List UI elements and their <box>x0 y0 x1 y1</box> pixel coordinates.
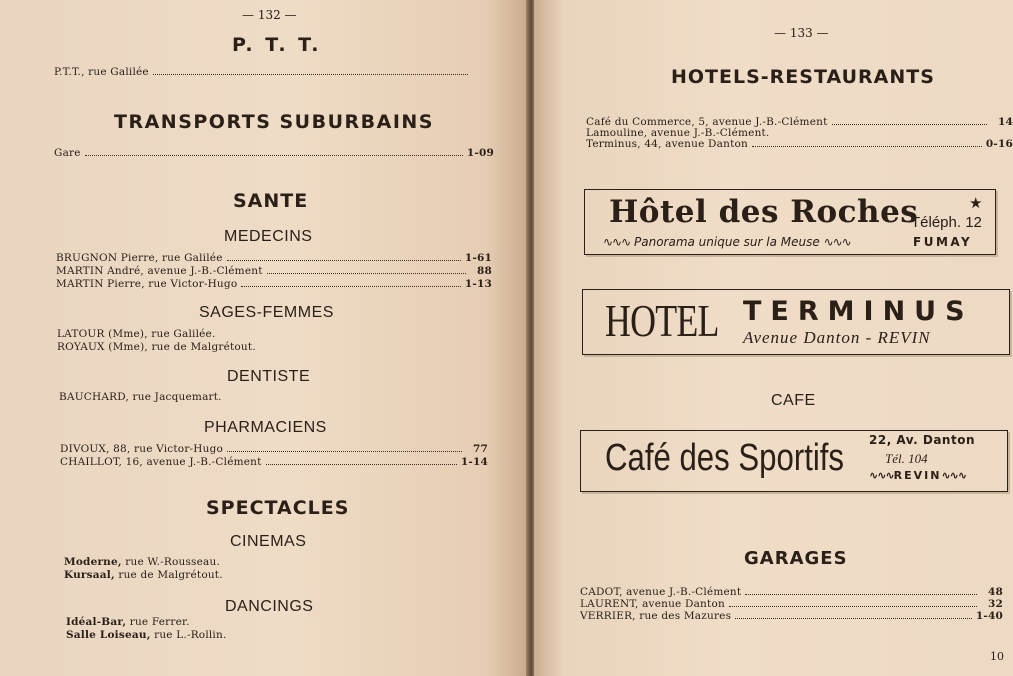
hotel-name: TERMINUS <box>743 296 974 327</box>
list-item: Kursaal, rue de Malgrétout. <box>64 569 223 581</box>
subsection-title-sages-femmes: SAGES-FEMMES <box>199 304 334 321</box>
list-item: MARTIN André, avenue J.-B.-Clément 88 <box>56 265 492 277</box>
subsection-title-medecins: MEDECINS <box>224 228 313 245</box>
town: FUMAY <box>913 235 973 249</box>
right-page <box>534 0 1013 676</box>
section-title-hotels: HOTELS-RESTAURANTS <box>671 66 935 88</box>
ad-hotel-des-roches <box>584 189 996 255</box>
list-item: Moderne, rue W.-Rousseau. <box>64 556 221 568</box>
list-item: LAURENT, avenue Danton 32 <box>580 598 1003 610</box>
list-item: ROYAUX (Mme), rue de Malgrétout. <box>57 341 256 353</box>
list-item: CADOT, avenue J.-B.-Clément 48 <box>580 586 1003 598</box>
folio-number: 10 <box>990 650 1004 663</box>
list-item: VERRIER, rue des Mazures 1-40 <box>580 610 1003 622</box>
page-number: — 133 — <box>774 26 829 40</box>
list-item: DIVOUX, 88, rue Victor-Hugo 77 <box>60 443 488 455</box>
subsection-title-cinemas: CINEMAS <box>230 533 307 550</box>
address: Avenue Danton - REVIN <box>743 328 931 347</box>
list-item: BAUCHARD, rue Jacquemart. <box>59 391 222 403</box>
section-title-garages: GARAGES <box>744 548 848 569</box>
list-item: Lamouline, avenue J.-B.-Clément. <box>586 127 770 139</box>
town: ∿∿∿REVIN∿∿∿ <box>869 469 967 482</box>
list-item: BRUGNON Pierre, rue Galilée 1-61 <box>56 252 492 264</box>
page-number: — 132 — <box>242 8 297 22</box>
list-item: P.T.T., rue Galilée <box>54 66 494 78</box>
star-icon: ★ <box>969 196 983 212</box>
phone: Tél. 104 <box>885 451 928 466</box>
subsection-title-dentiste: DENTISTE <box>227 368 311 385</box>
hotel-name: Hôtel des Roches <box>609 194 919 230</box>
ad-cafe-des-sportifs <box>580 430 1008 492</box>
section-title-transports: TRANSPORTS SUBURBAINS <box>114 111 434 133</box>
list-item: Idéal-Bar, rue Ferrer. <box>66 616 190 628</box>
list-item: CHAILLOT, 16, avenue J.-B.-Clément 1-14 <box>60 456 488 468</box>
section-title-spectacles: SPECTACLES <box>206 497 350 519</box>
list-item: MARTIN Pierre, rue Victor-Hugo 1-13 <box>56 278 492 290</box>
list-item: Gare 1-09 <box>54 147 494 159</box>
list-item: LATOUR (Mme), rue Galilée. <box>57 328 216 340</box>
tagline: ∿∿∿ Panorama unique sur la Meuse ∿∿∿ <box>603 235 851 249</box>
list-item: Café du Commerce, 5, avenue J.-B.-Clément 14 <box>586 116 1013 128</box>
subsection-title-pharmaciens: PHARMACIENS <box>204 419 327 436</box>
phone: Téléph. 12 <box>911 214 982 231</box>
list-item: Terminus, 44, avenue Danton 0-16 <box>586 138 1013 150</box>
section-title-cafe: CAFE <box>771 392 816 409</box>
address: 22, Av. Danton <box>869 433 975 447</box>
hotel-word: HOTEL <box>605 295 719 346</box>
ad-hotel-terminus <box>582 289 1010 355</box>
section-title-sante: SANTE <box>233 190 309 212</box>
list-item: Salle Loiseau, rue L.-Rollin. <box>66 629 227 641</box>
subsection-title-dancings: DANCINGS <box>225 598 314 615</box>
section-title-ptt: P. T. T. <box>232 34 322 56</box>
cafe-name: Café des Sportifs <box>605 437 845 479</box>
